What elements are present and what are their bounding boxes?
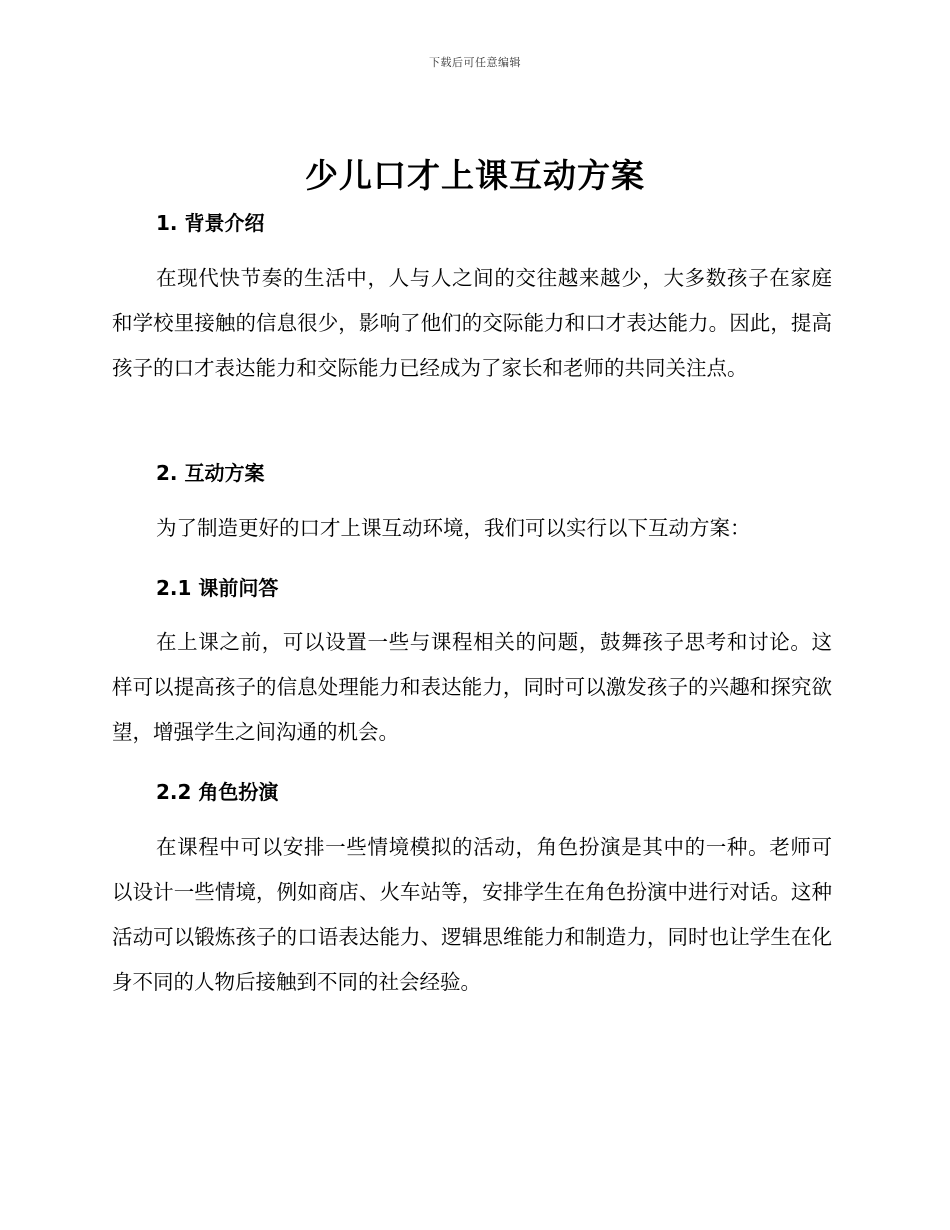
section-heading-pre-class-qa: 2.1 课前问答	[156, 576, 279, 600]
section-heading-interaction-plan: 2. 互动方案	[156, 461, 265, 485]
section-paragraph-pre-class-qa: 在上课之前，可以设置一些与课程相关的问题，鼓舞孩子思考和讨论。这样可以提高孩子的信息处理能力和表达能力，同时可以激发孩子的兴趣和探究欲望，增强学生之间沟通的机会。	[112, 630, 832, 744]
section-heading-background: 1. 背景介绍	[156, 211, 265, 235]
document-title: 少儿口才上课互动方案	[305, 156, 645, 195]
section-heading-role-play: 2.2 角色扮演	[156, 780, 279, 804]
section-paragraph-background: 在现代快节奏的生活中，人与人之间的交往越来越少，大多数孩子在家庭和学校里接触的信息很少，影响了他们的交际能力和口才表达能力。因此，提高孩子的口才表达能力和交际能力已经成为了家长和老师的共同关注点。	[112, 266, 832, 380]
section-paragraph-role-play: 在课程中可以安排一些情境模拟的活动，角色扮演是其中的一种。老师可以设计一些情境，例如商店、火车站等，安排学生在角色扮演中进行对话。这种活动可以锻炼孩子的口语表达能力、逻辑思维能力和制造力，同时也让学生在化身不同的人物后接触到不同的社会经验。	[112, 835, 832, 994]
section-paragraph-interaction-plan: 为了制造更好的口才上课互动环境，我们可以实行以下互动方案：	[156, 516, 751, 540]
header-note: 下载后可任意编辑	[429, 56, 521, 69]
